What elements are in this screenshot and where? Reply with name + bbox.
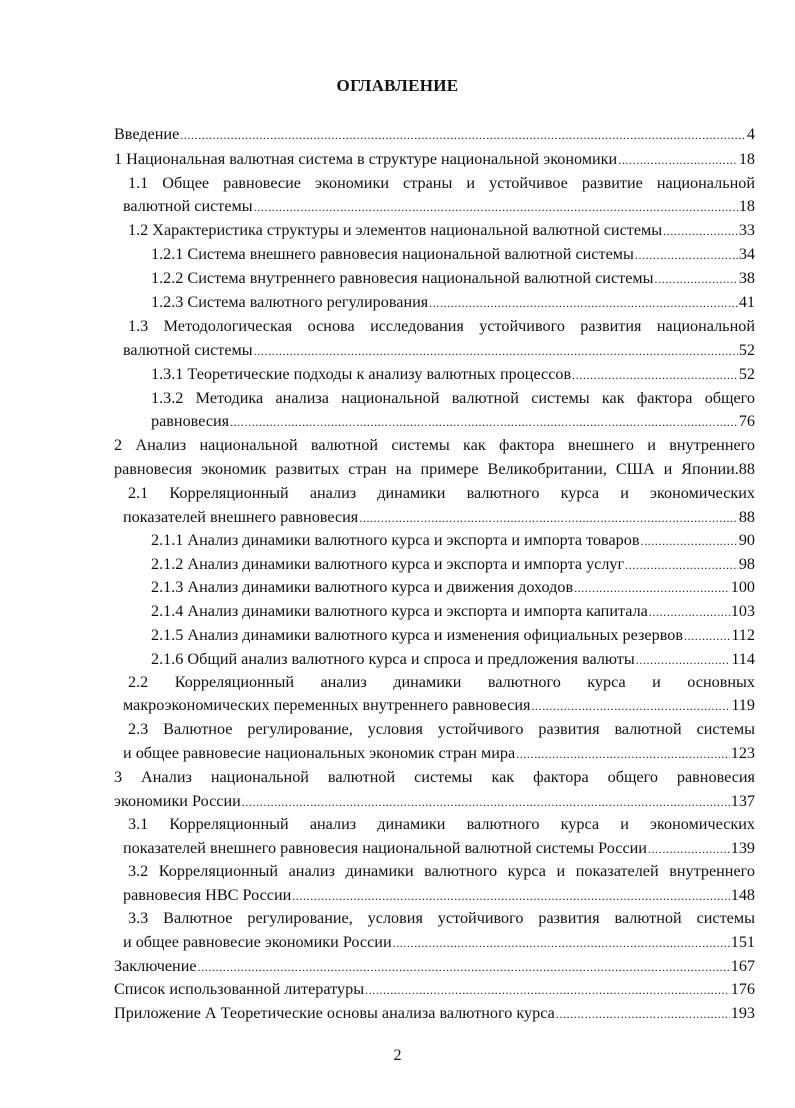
- page-number: 2: [393, 1047, 402, 1064]
- toc-entry-page: 18: [738, 197, 755, 215]
- toc-entry-title: равновесия: [151, 412, 230, 430]
- toc-entry-title: макроэкономических переменных внутреннего равновесия: [123, 696, 531, 714]
- toc-entry-page: 139: [730, 839, 755, 857]
- toc-entry-intro[interactable]: [114, 123, 755, 145]
- toc-entry-2-2-first-line[interactable]: 2.2 Корреляционный анализ динамики валютного курса и основных: [128, 673, 755, 691]
- toc-entry-1-1-first-line[interactable]: 1.1 Общее равновесие экономики страны и устойчивое развитие национальной: [128, 174, 755, 192]
- toc-entry-page: 41: [738, 293, 755, 311]
- toc-leader-dots: [429, 291, 738, 313]
- toc-entry-3-3[interactable]: [123, 931, 755, 953]
- toc-entry-title: и общее равновесие национальных экономик стран мира: [123, 744, 516, 762]
- toc-entry-3-2[interactable]: [123, 884, 755, 906]
- toc-leader-dots: [242, 790, 730, 812]
- toc-entry-2-1[interactable]: [123, 506, 755, 528]
- toc-entry-2-2[interactable]: [123, 694, 755, 716]
- toc-entry-title: и общее равновесие экономики России: [123, 933, 392, 951]
- toc-leader-dots: [640, 529, 737, 551]
- toc-leader-dots: [655, 267, 738, 289]
- toc-entry-page: 112: [731, 626, 755, 644]
- toc-leader-dots: [618, 148, 738, 170]
- toc-entry-page: 34: [738, 245, 755, 263]
- toc-entry-title: 2.1.2 Анализ динамики валютного курса и экспорта и импорта услуг: [151, 555, 625, 573]
- toc-entry-chapter-2-first-line[interactable]: 2 Анализ национальной валютной системы как фактора внешнего и внутреннего: [114, 436, 755, 454]
- toc-entry-1-3-1[interactable]: [151, 363, 755, 385]
- toc-entry-title: 1 Национальная валютная система в структуре национальной экономики: [114, 150, 618, 168]
- toc-entry-2-1-3[interactable]: [151, 576, 755, 598]
- toc-entry-page: 18: [738, 150, 755, 168]
- toc-entry-title: 1.2.2 Система внутреннего равновесия национальной валютной системы: [151, 269, 654, 287]
- toc-entry-page: 151: [730, 933, 755, 951]
- toc-entry-title: 1.3.1 Теоретические подходы к анализу валютных процессов: [151, 365, 572, 383]
- toc-leader-dots: [531, 694, 730, 716]
- toc-entry-2-3[interactable]: [123, 742, 755, 764]
- toc-entry-page: 123: [730, 744, 755, 762]
- toc-leader-dots: [625, 553, 738, 575]
- toc-leader-dots: [635, 243, 738, 265]
- toc-entry-chapter-2-second-line[interactable]: равновесия экономик развитых стран на примере Великобритании, США и Японии.88: [114, 460, 755, 478]
- toc-entry-3-1-first-line[interactable]: 3.1 Корреляционный анализ динамики валютного курса и экономических: [128, 815, 755, 833]
- toc-entry-1-2-1[interactable]: [151, 243, 755, 265]
- toc-leader-dots: [649, 600, 730, 622]
- toc-entry-page: 33: [738, 221, 755, 239]
- toc-entry-title: Заключение: [114, 957, 197, 975]
- toc-entry-references[interactable]: [114, 978, 755, 1000]
- toc-entry-title: Приложение А Теоретические основы анализа валютного курса: [114, 1004, 555, 1022]
- toc-entry-3-2-first-line[interactable]: 3.2 Корреляционный анализ динамики валютного курса и показателей внутреннего: [128, 862, 755, 880]
- toc-entry-2-3-first-line[interactable]: 2.3 Валютное регулирование, условия устойчивого развития валютной системы: [128, 720, 755, 738]
- toc-entry-2-1-6[interactable]: [151, 648, 755, 670]
- toc-entry-title: Список использованной литературы: [114, 980, 365, 998]
- toc-entry-page: 137: [730, 792, 755, 810]
- toc-entry-1-2-3[interactable]: [151, 291, 755, 313]
- toc-entry-1-2-2[interactable]: [151, 267, 755, 289]
- toc-entry-chapter-1[interactable]: [114, 148, 755, 170]
- toc-entry-page: 52: [738, 341, 755, 359]
- toc-leader-dots: [198, 955, 730, 977]
- toc-entry-page: 176: [730, 980, 755, 998]
- toc-entry-title: 1.2.1 Система внешнего равновесия национальной валютной системы: [151, 245, 634, 263]
- toc-leader-dots: [365, 978, 730, 1000]
- page-title: ОГЛАВЛЕНИЕ: [336, 76, 459, 95]
- toc-entry-title: Введение: [114, 125, 180, 143]
- toc-entry-page: 98: [738, 555, 755, 573]
- toc-entry-page: 100: [730, 578, 755, 596]
- toc-entry-1-3-2[interactable]: [151, 410, 755, 432]
- toc-entry-page: 167: [730, 957, 755, 975]
- toc-leader-dots: [254, 339, 738, 361]
- toc-leader-dots: [254, 195, 738, 217]
- toc-entry-title: равновесия НВС России: [123, 886, 292, 904]
- toc-entry-title: 2.1.5 Анализ динамики валютного курса и изменения официальных резервов: [151, 626, 683, 644]
- toc-entry-title: валютной системы: [123, 197, 253, 215]
- toc-entry-page: 193: [730, 1004, 755, 1022]
- toc-leader-dots: [663, 219, 738, 241]
- toc-entry-title: валютной системы: [123, 341, 253, 359]
- toc-entry-title: экономики России: [114, 792, 241, 810]
- toc-entry-page: 148: [730, 886, 755, 904]
- toc-entry-page: 76: [738, 412, 755, 430]
- toc-leader-dots: [574, 576, 730, 598]
- toc-entry-page: 88: [738, 508, 755, 526]
- toc-entry-page: 103: [730, 602, 755, 620]
- toc-leader-dots: [292, 884, 729, 906]
- toc-leader-dots: [684, 624, 730, 646]
- toc-leader-dots: [230, 410, 738, 432]
- toc-entry-conclusion[interactable]: [114, 955, 755, 977]
- toc-entry-2-1-1[interactable]: [151, 529, 755, 551]
- toc-leader-dots: [180, 123, 746, 145]
- toc-entry-chapter-3[interactable]: [114, 790, 755, 812]
- toc-entry-appendix-a[interactable]: [114, 1002, 755, 1024]
- toc-entry-chapter-3-first-line[interactable]: 3 Анализ национальной валютной системы как фактора общего равновесия: [114, 768, 755, 786]
- toc-leader-dots: [636, 648, 731, 670]
- toc-leader-dots: [556, 1002, 730, 1024]
- toc-entry-1-1[interactable]: [123, 195, 755, 217]
- toc-entry-title: 1.2 Характеристика структуры и элементов национальной валютной системы: [128, 221, 663, 239]
- toc-entry-title: 2.1.1 Анализ динамики валютного курса и экспорта и импорта товаров: [151, 531, 640, 549]
- toc-entry-page: 114: [731, 650, 755, 668]
- toc-entry-title: 1.2.3 Система валютного регулирования: [151, 293, 429, 311]
- toc-entry-2-1-2[interactable]: [151, 553, 755, 575]
- toc-entry-3-1[interactable]: [123, 837, 755, 859]
- toc-entry-2-1-4[interactable]: [151, 600, 755, 622]
- toc-entry-2-1-5[interactable]: [151, 624, 755, 646]
- toc-entry-title: показателей внешнего равновесия национальной валютной системы России: [123, 839, 647, 857]
- toc-entry-page: 4: [746, 125, 755, 143]
- toc-entry-title: 2.1.3 Анализ динамики валютного курса и движения доходов: [151, 578, 574, 596]
- toc-entry-1-2[interactable]: [128, 219, 755, 241]
- toc-leader-dots: [516, 742, 730, 764]
- toc-entry-2-1-first-line[interactable]: 2.1 Корреляционный анализ динамики валютного курса и экономических: [128, 484, 755, 502]
- toc-entry-1-3[interactable]: [123, 339, 755, 361]
- toc-entry-title: показателей внешнего равновесия: [123, 508, 359, 526]
- toc-leader-dots: [359, 506, 738, 528]
- toc-leader-dots: [648, 837, 730, 859]
- toc-entry-page: 119: [731, 696, 755, 714]
- toc-entry-3-3-first-line[interactable]: 3.3 Валютное регулирование, условия устойчивого развития валютной системы: [128, 909, 755, 927]
- toc-entry-1-3-2-first-line[interactable]: 1.3.2 Методика анализа национальной валютной системы как фактора общего: [151, 389, 755, 407]
- toc-entry-page: 38: [738, 269, 755, 287]
- toc-entry-title: 2.1.6 Общий анализ валютного курса и спроса и предложения валюты: [151, 650, 635, 668]
- toc-entry-page: 90: [738, 531, 755, 549]
- toc-leader-dots: [393, 931, 730, 953]
- toc-entry-1-3-first-line[interactable]: 1.3 Методологическая основа исследования устойчивого развития национальной: [128, 317, 755, 335]
- toc-entry-title: 2.1.4 Анализ динамики валютного курса и экспорта и импорта капитала: [151, 602, 648, 620]
- toc-entry-page: 52: [738, 365, 755, 383]
- toc-leader-dots: [572, 363, 738, 385]
